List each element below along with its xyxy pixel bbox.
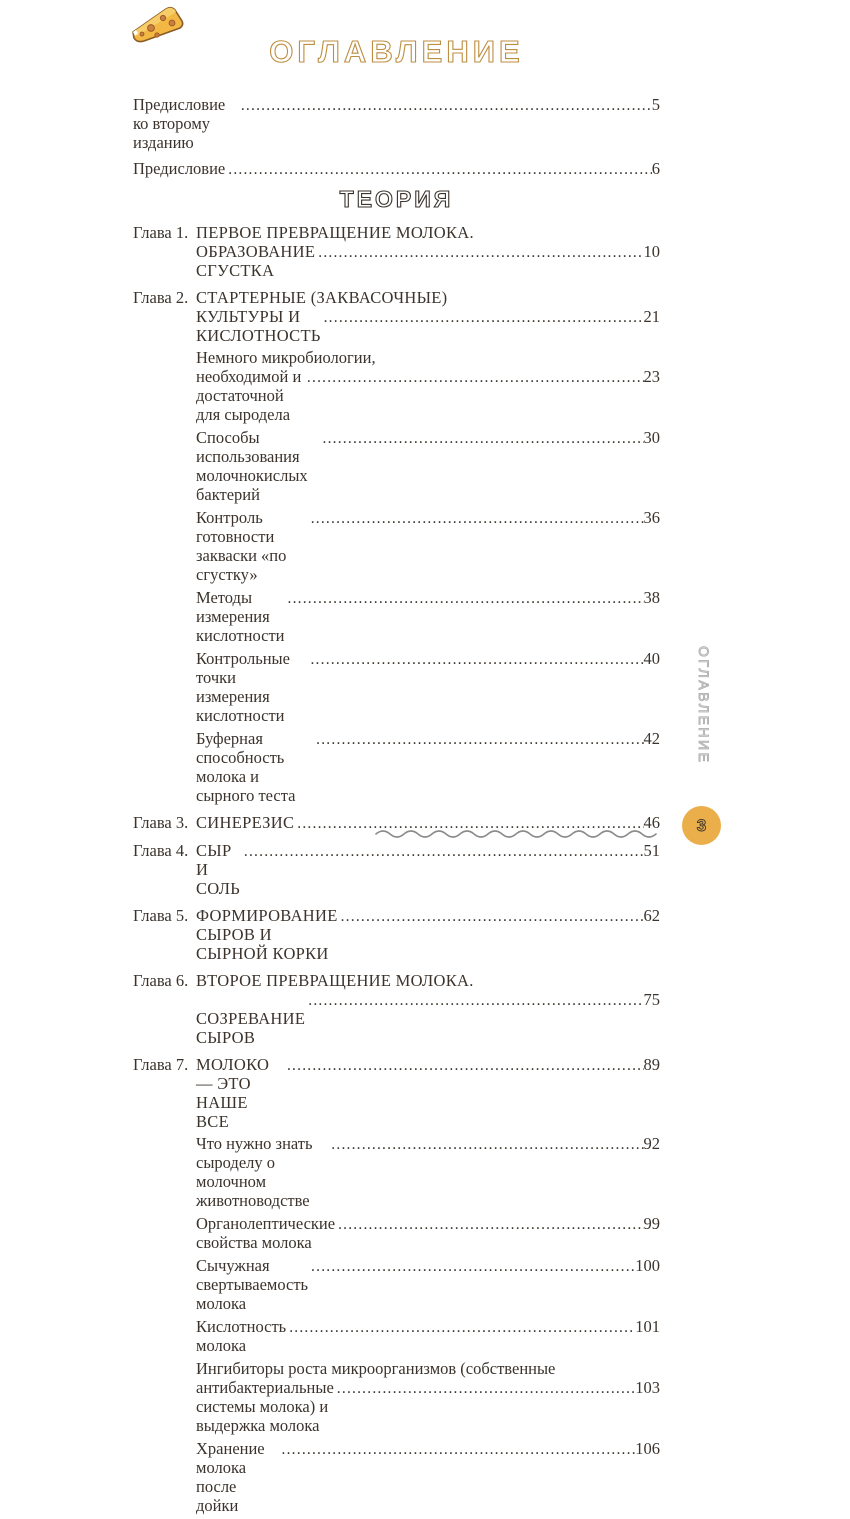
chapter-label: Глава 5.: [133, 906, 189, 925]
entry-page-number: 42: [643, 729, 660, 748]
toc-chapter-entry: [133, 906, 660, 963]
entry-page-number: 106: [635, 1439, 660, 1458]
page-number: 3: [696, 815, 707, 835]
entry-text: Методы измерения кислотности: [196, 588, 289, 645]
toc-row-line: [196, 906, 660, 963]
dot-leader: [310, 649, 643, 669]
dot-leader: [308, 990, 643, 1010]
page-title: ОГЛАВЛЕНИЕ: [269, 34, 524, 69]
entry-line: Немного микробиологии,: [196, 348, 376, 367]
entry-line: Ингибиторы роста микроорганизмов (собственные: [196, 1359, 556, 1378]
toc-sub-entry: [196, 588, 660, 645]
chapter-label: Глава 4.: [133, 841, 189, 860]
entry-text: Что нужно знать сыроделу о молочном животноводстве: [196, 1134, 317, 1210]
entry-page-number: 38: [643, 588, 660, 607]
entry-text: Сычужная свертываемость молока: [196, 1256, 313, 1313]
entry-page-number: 5: [651, 95, 660, 114]
entry-text: КУЛЬТУРЫ И КИСЛОТНОСТЬ: [196, 307, 326, 345]
toc-row-line: [196, 1134, 660, 1210]
entry-page-number: 23: [643, 367, 660, 386]
dot-leader: [288, 588, 644, 608]
entry-page-number: 40: [643, 649, 660, 668]
entry-text: Предисловие ко второму изданию: [133, 95, 230, 152]
entry-text: Органолептические свойства молока: [196, 1214, 340, 1252]
toc-row-line: [196, 1214, 660, 1252]
toc-chapter-entry: [133, 971, 660, 1047]
entry-page-number: 101: [635, 1317, 660, 1336]
toc-list: [133, 223, 660, 1515]
toc-sub-entry: [196, 348, 660, 424]
section-header-theory: ТЕОРИЯ: [339, 186, 454, 212]
sidebar-vertical-label: ОГЛАВЛЕНИЕ: [696, 646, 712, 765]
entry-text: Предисловие: [133, 159, 230, 178]
toc-row-line: [196, 729, 660, 805]
toc-row-line: [196, 508, 660, 584]
toc-row-line: [196, 1317, 660, 1355]
entry-content: [196, 288, 660, 345]
entry-line: ВТОРОЕ ПРЕВРАЩЕНИЕ МОЛОКА.: [196, 971, 474, 990]
dot-leader: [289, 1317, 635, 1337]
entry-text: антибактериальные системы молока) и выдержка молока: [196, 1378, 338, 1435]
entry-text: необходимой и достаточной для сыродела: [196, 367, 306, 424]
entry-text: СИНЕРЕЗИС: [196, 813, 299, 832]
toc-chapter-entry: [133, 288, 660, 345]
toc-chapter-entry: [133, 223, 660, 280]
dot-leader: [311, 1256, 635, 1276]
dot-leader: [228, 159, 652, 179]
entry-page-number: 30: [643, 428, 660, 447]
toc-row-line: [196, 1055, 660, 1131]
entry-page-number: 51: [643, 841, 660, 860]
dot-leader: [323, 428, 644, 448]
entry-text: Кислотность молока: [196, 1317, 291, 1355]
entry-text: ОБРАЗОВАНИЕ СГУСТКА: [196, 242, 320, 280]
dot-leader: [287, 1055, 644, 1075]
entry-page-number: 99: [643, 1214, 660, 1233]
toc-content: [133, 95, 660, 1519]
entry-text: Контроль готовности закваски «по сгустку»: [196, 508, 291, 584]
entry-page-number: 62: [643, 906, 660, 925]
entry-page-number: 75: [643, 990, 660, 1009]
dot-leader: [337, 1378, 635, 1398]
entry-text: СЫР И СОЛЬ: [196, 841, 245, 898]
chapter-label: Глава 3.: [133, 813, 189, 832]
entry-line: СТАРТЕРНЫЕ (ЗАКВАСОЧНЫЕ): [196, 288, 448, 307]
entry-page-number: 89: [643, 1055, 660, 1074]
toc-row-line: [196, 649, 660, 725]
entry-page-number: 36: [643, 508, 660, 527]
toc-row-line: [196, 1256, 660, 1313]
chapter-label: Глава 6.: [133, 971, 189, 990]
dot-leader: [282, 1439, 636, 1459]
chapter-label: Глава 7.: [133, 1055, 189, 1074]
entry-text: Буферная способность молока и сырного теста: [196, 729, 300, 805]
entry-page-number: 21: [643, 307, 660, 326]
toc-sub-entry: [196, 1214, 660, 1252]
dot-leader: [331, 1134, 643, 1154]
toc-row-line: [196, 367, 660, 424]
front-matter-list: [133, 95, 660, 179]
entry-text: СОЗРЕВАНИЕ СЫРОВ: [196, 990, 310, 1047]
toc-row-line: [196, 428, 660, 504]
dot-leader: [311, 508, 644, 528]
toc-sub-entry: [196, 1359, 660, 1435]
toc-sub-entry: [196, 1256, 660, 1313]
dot-leader: [241, 95, 652, 115]
toc-sub-entry: [196, 729, 660, 805]
entry-text: Хранение молока после дойки: [196, 1439, 269, 1515]
entry-text: Контрольные точки измерения кислотности: [196, 649, 295, 725]
entry-content: [196, 906, 660, 963]
toc-row-line: [196, 1378, 660, 1435]
dot-leader: [316, 729, 643, 749]
toc-row-line: [196, 307, 660, 345]
entry-text: Способы использования молочнокислых бактерий: [196, 428, 312, 504]
toc-row-line: [196, 990, 660, 1047]
toc-row-line: [196, 1439, 660, 1515]
entry-page-number: 103: [635, 1378, 660, 1397]
front-matter-row: [133, 95, 660, 152]
dot-leader: [341, 906, 644, 926]
chapter-label: Глава 2.: [133, 288, 189, 307]
toc-row-line: [196, 242, 660, 280]
dot-leader: [324, 307, 644, 327]
entry-page-number: 92: [643, 1134, 660, 1153]
toc-sub-entry: [196, 428, 660, 504]
entry-content: [196, 223, 660, 280]
entry-line: ПЕРВОЕ ПРЕВРАЩЕНИЕ МОЛОКА.: [196, 223, 474, 242]
toc-sub-entry: [196, 1439, 660, 1515]
dot-leader: [307, 367, 644, 387]
toc-sub-entry: [196, 508, 660, 584]
entry-text: ФОРМИРОВАНИЕ СЫРОВ И СЫРНОЙ КОРКИ: [196, 906, 343, 963]
chapter-label: Глава 1.: [133, 223, 189, 242]
front-matter-row: [133, 159, 660, 179]
dot-leader: [338, 1214, 643, 1234]
toc-sub-entry: [196, 1134, 660, 1210]
entry-page-number: 46: [643, 813, 660, 832]
entry-content: [196, 1055, 660, 1131]
toc-row-line: [196, 588, 660, 645]
dot-leader: [244, 841, 644, 861]
toc-sub-entry: [196, 649, 660, 725]
entry-content: [196, 971, 660, 1047]
toc-sub-entry: [196, 1317, 660, 1355]
wavy-line-decoration: [374, 825, 660, 839]
dot-leader: [318, 242, 643, 262]
entry-page-number: 100: [635, 1256, 660, 1275]
entry-page-number: 10: [643, 242, 660, 261]
entry-text: МОЛОКО — ЭТО НАШЕ ВСЕ: [196, 1055, 274, 1131]
entry-page-number: 6: [651, 159, 660, 178]
toc-chapter-entry: [133, 1055, 660, 1131]
page-number-badge: [682, 806, 721, 845]
